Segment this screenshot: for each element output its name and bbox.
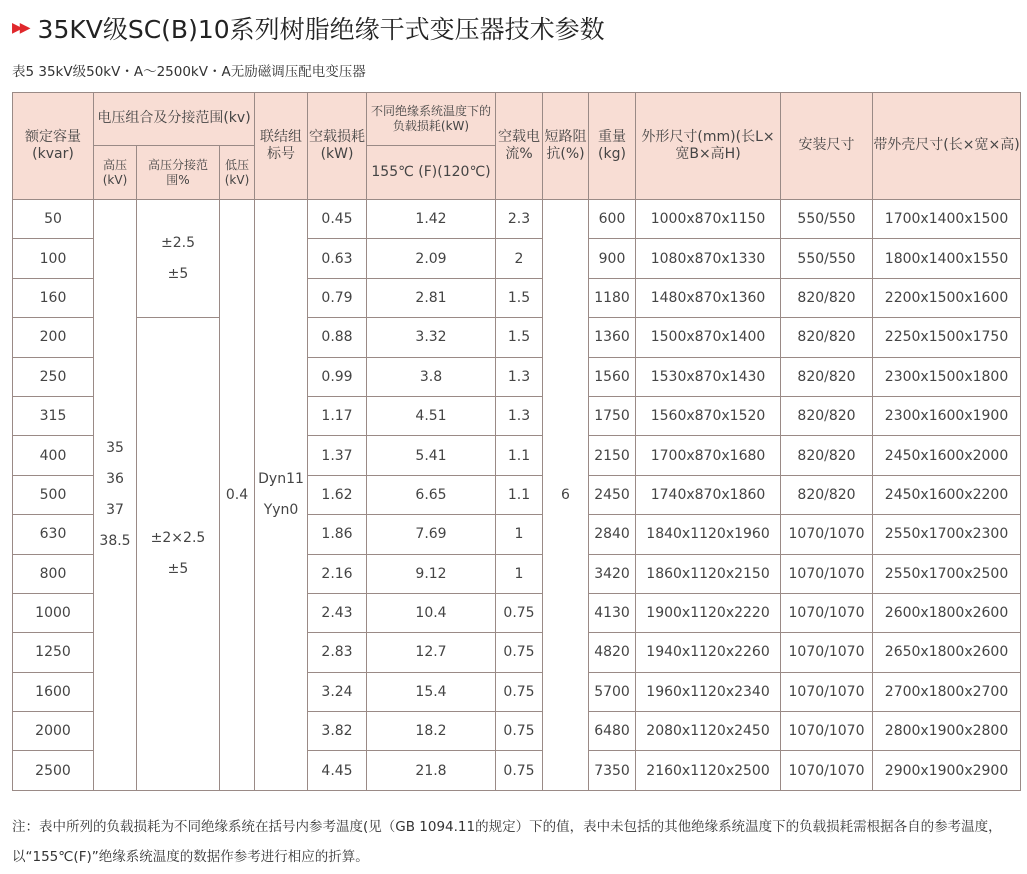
enclosure-cell: 2450x1600x2000 <box>873 436 1021 475</box>
header-no-load-current: 空载电流% <box>496 93 543 200</box>
tap-range-cell <box>137 200 220 318</box>
no-load-loss-cell: 2.43 <box>308 593 367 632</box>
weight-cell: 7350 <box>589 751 636 790</box>
connection-cell-value: Yyn0 <box>263 501 299 518</box>
capacity-cell: 400 <box>13 436 94 475</box>
dims-cell: 1700x870x1680 <box>636 436 781 475</box>
hv-cell-value: 37 <box>106 501 124 518</box>
hv-cell-value: 36 <box>106 471 124 488</box>
capacity-cell: 2500 <box>13 751 94 790</box>
header-install: 安装尺寸 <box>781 93 873 200</box>
lv-cell: 0.4 <box>220 200 255 791</box>
header-capacity: 额定容量(kvar) <box>13 93 94 200</box>
enclosure-cell: 1800x1400x1550 <box>873 239 1021 278</box>
enclosure-cell: 2300x1600x1900 <box>873 396 1021 435</box>
load-loss-cell: 4.51 <box>367 396 496 435</box>
weight-cell: 1560 <box>589 357 636 396</box>
no-load-loss-cell: 0.99 <box>308 357 367 396</box>
load-loss-cell: 15.4 <box>367 672 496 711</box>
capacity-cell: 100 <box>13 239 94 278</box>
enclosure-cell: 2800x1900x2800 <box>873 712 1021 751</box>
header-lv: 低压(kV) <box>220 146 255 200</box>
no-load-current-cell: 1.1 <box>496 436 543 475</box>
install-cell: 820/820 <box>781 475 873 514</box>
load-loss-cell: 10.4 <box>367 593 496 632</box>
no-load-current-cell: 0.75 <box>496 672 543 711</box>
header-voltage-group: 电压组合及分接范围(kv) <box>94 93 255 146</box>
no-load-loss-cell: 3.24 <box>308 672 367 711</box>
load-loss-cell: 5.41 <box>367 436 496 475</box>
hv-cell <box>94 200 137 791</box>
no-load-loss-cell: 4.45 <box>308 751 367 790</box>
weight-cell: 4130 <box>589 593 636 632</box>
install-cell: 1070/1070 <box>781 672 873 711</box>
install-cell: 1070/1070 <box>781 633 873 672</box>
install-cell: 1070/1070 <box>781 554 873 593</box>
table-row <box>13 200 1021 239</box>
enclosure-cell: 1700x1400x1500 <box>873 200 1021 239</box>
no-load-loss-cell: 0.63 <box>308 239 367 278</box>
table-row <box>13 318 1021 357</box>
no-load-current-cell: 0.75 <box>496 751 543 790</box>
dims-cell: 1940x1120x2260 <box>636 633 781 672</box>
weight-cell: 3420 <box>589 554 636 593</box>
no-load-loss-cell: 1.86 <box>308 515 367 554</box>
page-title <box>12 10 605 46</box>
no-load-current-cell: 0.75 <box>496 593 543 632</box>
enclosure-cell: 2650x1800x2600 <box>873 633 1021 672</box>
table-caption: 表5 35kV级50kV・A～2500kV・A无励磁调压配电变压器 <box>12 64 366 80</box>
no-load-loss-cell: 1.62 <box>308 475 367 514</box>
tap-range-cell-value: ±5 <box>167 265 189 282</box>
enclosure-cell: 2900x1900x2900 <box>873 751 1021 790</box>
header-hv: 高压(kV) <box>94 146 137 200</box>
no-load-loss-cell: 1.17 <box>308 396 367 435</box>
install-cell: 820/820 <box>781 436 873 475</box>
header-enclosure: 带外壳尺寸(长×宽×高) <box>873 93 1021 200</box>
capacity-cell: 1000 <box>13 593 94 632</box>
load-loss-cell: 21.8 <box>367 751 496 790</box>
dims-cell: 1480x870x1360 <box>636 278 781 317</box>
install-cell: 820/820 <box>781 396 873 435</box>
load-loss-cell: 12.7 <box>367 633 496 672</box>
header-impedance: 短路阻抗(%) <box>543 93 589 200</box>
no-load-current-cell: 1.5 <box>496 318 543 357</box>
capacity-cell: 800 <box>13 554 94 593</box>
install-cell: 550/550 <box>781 200 873 239</box>
weight-cell: 2450 <box>589 475 636 514</box>
no-load-loss-cell: 2.16 <box>308 554 367 593</box>
capacity-cell: 200 <box>13 318 94 357</box>
header-no-load-loss: 空载损耗(kW) <box>308 93 367 200</box>
tap-range-cell-value: ±2.5 <box>161 234 195 251</box>
dims-cell: 1900x1120x2220 <box>636 593 781 632</box>
capacity-cell: 250 <box>13 357 94 396</box>
capacity-cell: 1600 <box>13 672 94 711</box>
no-load-current-cell: 1.3 <box>496 396 543 435</box>
capacity-cell: 500 <box>13 475 94 514</box>
hv-cell-value: 38.5 <box>99 532 131 549</box>
no-load-current-cell: 1.5 <box>496 278 543 317</box>
capacity-cell: 2000 <box>13 712 94 751</box>
capacity-cell: 315 <box>13 396 94 435</box>
connection-cell <box>255 200 308 791</box>
weight-cell: 1360 <box>589 318 636 357</box>
capacity-cell: 160 <box>13 278 94 317</box>
load-loss-cell: 9.12 <box>367 554 496 593</box>
enclosure-cell: 2550x1700x2500 <box>873 554 1021 593</box>
no-load-current-cell: 1.3 <box>496 357 543 396</box>
dims-cell: 1000x870x1150 <box>636 200 781 239</box>
enclosure-cell: 2200x1500x1600 <box>873 278 1021 317</box>
weight-cell: 2840 <box>589 515 636 554</box>
no-load-loss-cell: 0.88 <box>308 318 367 357</box>
weight-cell: 900 <box>589 239 636 278</box>
tap-range-cell <box>137 318 220 791</box>
install-cell: 1070/1070 <box>781 751 873 790</box>
no-load-current-cell: 1 <box>496 554 543 593</box>
install-cell: 1070/1070 <box>781 712 873 751</box>
no-load-current-cell: 2 <box>496 239 543 278</box>
weight-cell: 5700 <box>589 672 636 711</box>
load-loss-cell: 18.2 <box>367 712 496 751</box>
enclosure-cell: 2250x1500x1750 <box>873 318 1021 357</box>
header-load-loss-temp: 155℃ (F)(120℃) <box>367 146 496 200</box>
capacity-cell: 50 <box>13 200 94 239</box>
weight-cell: 1750 <box>589 396 636 435</box>
tap-range-cell-value: ±2×2.5 <box>150 530 206 547</box>
load-loss-cell: 7.69 <box>367 515 496 554</box>
enclosure-cell: 2300x1500x1800 <box>873 357 1021 396</box>
load-loss-cell: 1.42 <box>367 200 496 239</box>
weight-cell: 1180 <box>589 278 636 317</box>
no-load-loss-cell: 1.37 <box>308 436 367 475</box>
capacity-cell: 630 <box>13 515 94 554</box>
weight-cell: 2150 <box>589 436 636 475</box>
enclosure-cell: 2450x1600x2200 <box>873 475 1021 514</box>
no-load-loss-cell: 3.82 <box>308 712 367 751</box>
dims-cell: 1740x870x1860 <box>636 475 781 514</box>
dims-cell: 1860x1120x2150 <box>636 554 781 593</box>
tap-range-cell-value: ±5 <box>167 561 189 578</box>
connection-cell-value: Dyn11 <box>258 471 304 488</box>
no-load-current-cell: 0.75 <box>496 712 543 751</box>
install-cell: 1070/1070 <box>781 515 873 554</box>
header-load-loss: 不同绝缘系统温度下的负载损耗(kW) <box>367 93 496 146</box>
dims-cell: 1840x1120x1960 <box>636 515 781 554</box>
weight-cell: 4820 <box>589 633 636 672</box>
no-load-loss-cell: 0.45 <box>308 200 367 239</box>
weight-cell: 600 <box>589 200 636 239</box>
no-load-loss-cell: 2.83 <box>308 633 367 672</box>
weight-cell: 6480 <box>589 712 636 751</box>
title-text: 35KV级SC(B)10系列树脂绝缘干式变压器技术参数 <box>37 15 605 44</box>
install-cell: 820/820 <box>781 357 873 396</box>
load-loss-cell: 3.32 <box>367 318 496 357</box>
footnote: 注：表中所列的负载损耗为不同绝缘系统在括号内参考温度(见（GB 1094.11的规定）下的值，表中未包括的其他绝缘系统温度下的负载损耗需根据各自的参考温度，以“155℃(F)”绝缘系统温度的数据作参考进行相应的折算。 <box>12 819 1002 865</box>
no-load-loss-cell: 0.79 <box>308 278 367 317</box>
dims-cell: 2160x1120x2500 <box>636 751 781 790</box>
dims-cell: 1080x870x1330 <box>636 239 781 278</box>
install-cell: 820/820 <box>781 278 873 317</box>
header-weight: 重量(kg) <box>589 93 636 200</box>
no-load-current-cell: 1.1 <box>496 475 543 514</box>
spec-table <box>12 92 1021 791</box>
load-loss-cell: 2.09 <box>367 239 496 278</box>
no-load-current-cell: 1 <box>496 515 543 554</box>
header-dims: 外形尺寸(mm)(长L×宽B×高H) <box>636 93 781 200</box>
enclosure-cell: 2600x1800x2600 <box>873 593 1021 632</box>
load-loss-cell: 2.81 <box>367 278 496 317</box>
header-tap: 高压分接范围% <box>137 146 220 200</box>
load-loss-cell: 3.8 <box>367 357 496 396</box>
install-cell: 820/820 <box>781 318 873 357</box>
hv-cell-value: 35 <box>106 440 124 457</box>
no-load-current-cell: 0.75 <box>496 633 543 672</box>
enclosure-cell: 2700x1800x2700 <box>873 672 1021 711</box>
capacity-cell: 1250 <box>13 633 94 672</box>
load-loss-cell: 6.65 <box>367 475 496 514</box>
dims-cell: 1530x870x1430 <box>636 357 781 396</box>
dims-cell: 1560x870x1520 <box>636 396 781 435</box>
install-cell: 550/550 <box>781 239 873 278</box>
no-load-current-cell: 2.3 <box>496 200 543 239</box>
dims-cell: 1500x870x1400 <box>636 318 781 357</box>
header-connection: 联结组标号 <box>255 93 308 200</box>
dims-cell: 1960x1120x2340 <box>636 672 781 711</box>
install-cell: 1070/1070 <box>781 593 873 632</box>
double-arrow-icon: ▶▶ <box>12 20 28 36</box>
dims-cell: 2080x1120x2450 <box>636 712 781 751</box>
impedance-cell: 6 <box>543 200 589 791</box>
enclosure-cell: 2550x1700x2300 <box>873 515 1021 554</box>
